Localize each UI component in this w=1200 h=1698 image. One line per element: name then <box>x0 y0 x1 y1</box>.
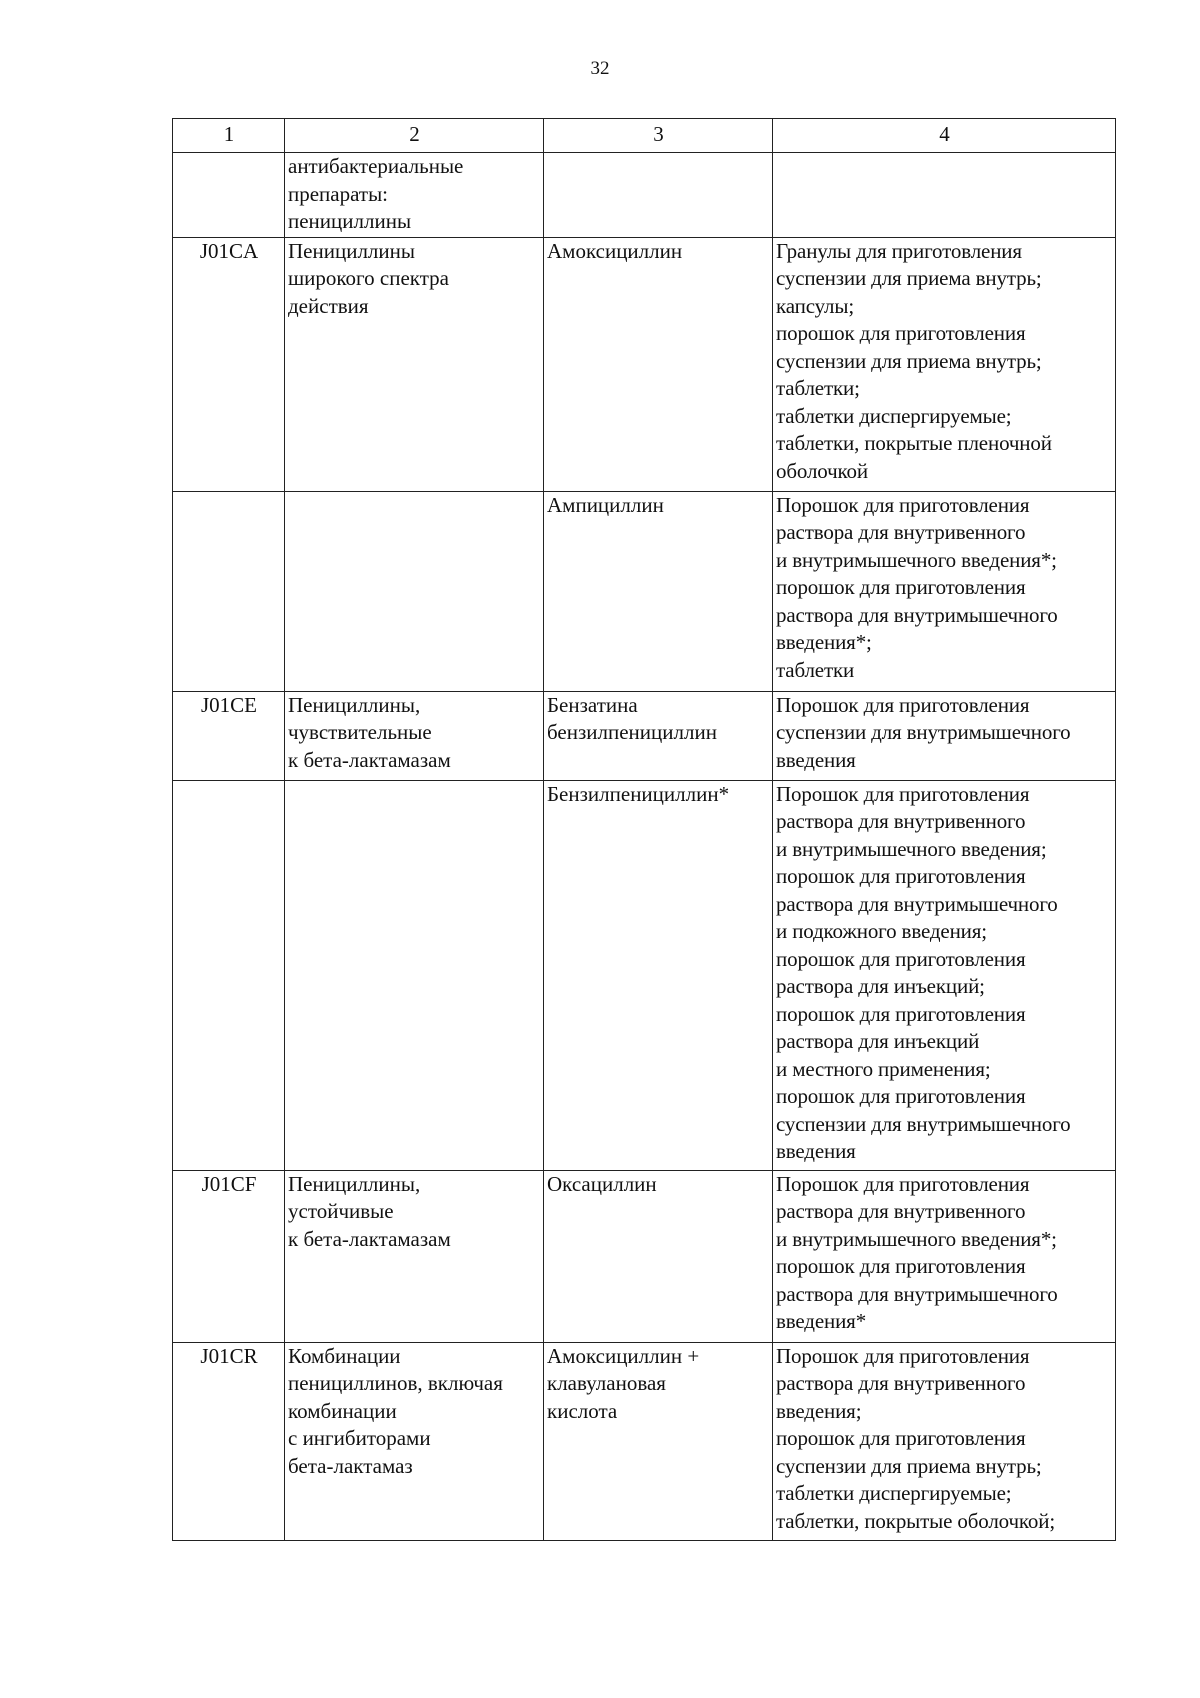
column-header: 2 <box>285 119 544 153</box>
table-row <box>173 691 1116 780</box>
pharmacological-group-cell: Пенициллины, чувствительные к бета-лактамазам <box>285 691 544 780</box>
atc-code-cell <box>173 153 285 238</box>
drug-name-cell: Бензилпенициллин* <box>544 780 773 1170</box>
pharmacological-group-cell <box>285 780 544 1170</box>
dosage-forms-cell: Гранулы для приготовления суспензии для приема внутрь; капсулы; порошок для приготовления суспензии для приема внутрь; таблетки; таблетки диспергируемые; таблетки, покрытые пленочной оболочкой <box>773 237 1116 491</box>
pharmacological-group-cell <box>285 491 544 691</box>
dosage-forms-cell: Порошок для приготовления раствора для внутривенного и внутримышечного введения*; порошок для приготовления раствора для внутримышечного введения* <box>773 1170 1116 1342</box>
table-row <box>173 1342 1116 1540</box>
dosage-forms-cell: Порошок для приготовления раствора для внутривенного и внутримышечного введения; порошок для приготовления раствора для внутримышечного и подкожного введения; порошок для приготовления раствора для инъекций; порошок для приготовления раствора для инъекций и местного применения; порошок для приготовления суспензии для внутримышечного введения <box>773 780 1116 1170</box>
table-row <box>173 780 1116 1170</box>
table-row <box>173 237 1116 491</box>
atc-code-cell: J01CA <box>173 237 285 491</box>
column-header: 1 <box>173 119 285 153</box>
dosage-forms-cell: Порошок для приготовления суспензии для внутримышечного введения <box>773 691 1116 780</box>
pharmacological-group-cell: Пенициллины, устойчивые к бета-лактамазам <box>285 1170 544 1342</box>
drug-name-cell: Оксациллин <box>544 1170 773 1342</box>
atc-code-cell: J01CF <box>173 1170 285 1342</box>
pharmacological-group-cell: антибактериальные препараты: пенициллины <box>285 153 544 238</box>
table-row <box>173 1170 1116 1342</box>
page-number: 32 <box>590 58 610 79</box>
pharmacological-group-cell: Пенициллины широкого спектра действия <box>285 237 544 491</box>
table-header-row <box>173 119 1116 153</box>
drug-name-cell: Ампициллин <box>544 491 773 691</box>
atc-code-cell <box>173 780 285 1170</box>
column-header: 3 <box>544 119 773 153</box>
medication-table <box>172 118 1116 1541</box>
atc-code-cell <box>173 491 285 691</box>
column-header: 4 <box>773 119 1116 153</box>
drug-name-cell: Амоксициллин + клавулановая кислота <box>544 1342 773 1540</box>
dosage-forms-cell <box>773 153 1116 238</box>
table-row <box>173 491 1116 691</box>
table-row <box>173 153 1116 238</box>
dosage-forms-cell: Порошок для приготовления раствора для внутривенного и внутримышечного введения*; порошок для приготовления раствора для внутримышечного введения*; таблетки <box>773 491 1116 691</box>
dosage-forms-cell: Порошок для приготовления раствора для внутривенного введения; порошок для приготовления суспензии для приема внутрь; таблетки диспергируемые; таблетки, покрытые оболочкой; <box>773 1342 1116 1540</box>
atc-code-cell: J01CE <box>173 691 285 780</box>
drug-name-cell <box>544 153 773 238</box>
drug-name-cell: Амоксициллин <box>544 237 773 491</box>
atc-code-cell: J01CR <box>173 1342 285 1540</box>
pharmacological-group-cell: Комбинации пенициллинов, включая комбинации с ингибиторами бета-лактамаз <box>285 1342 544 1540</box>
drug-name-cell: Бензатина бензилпенициллин <box>544 691 773 780</box>
